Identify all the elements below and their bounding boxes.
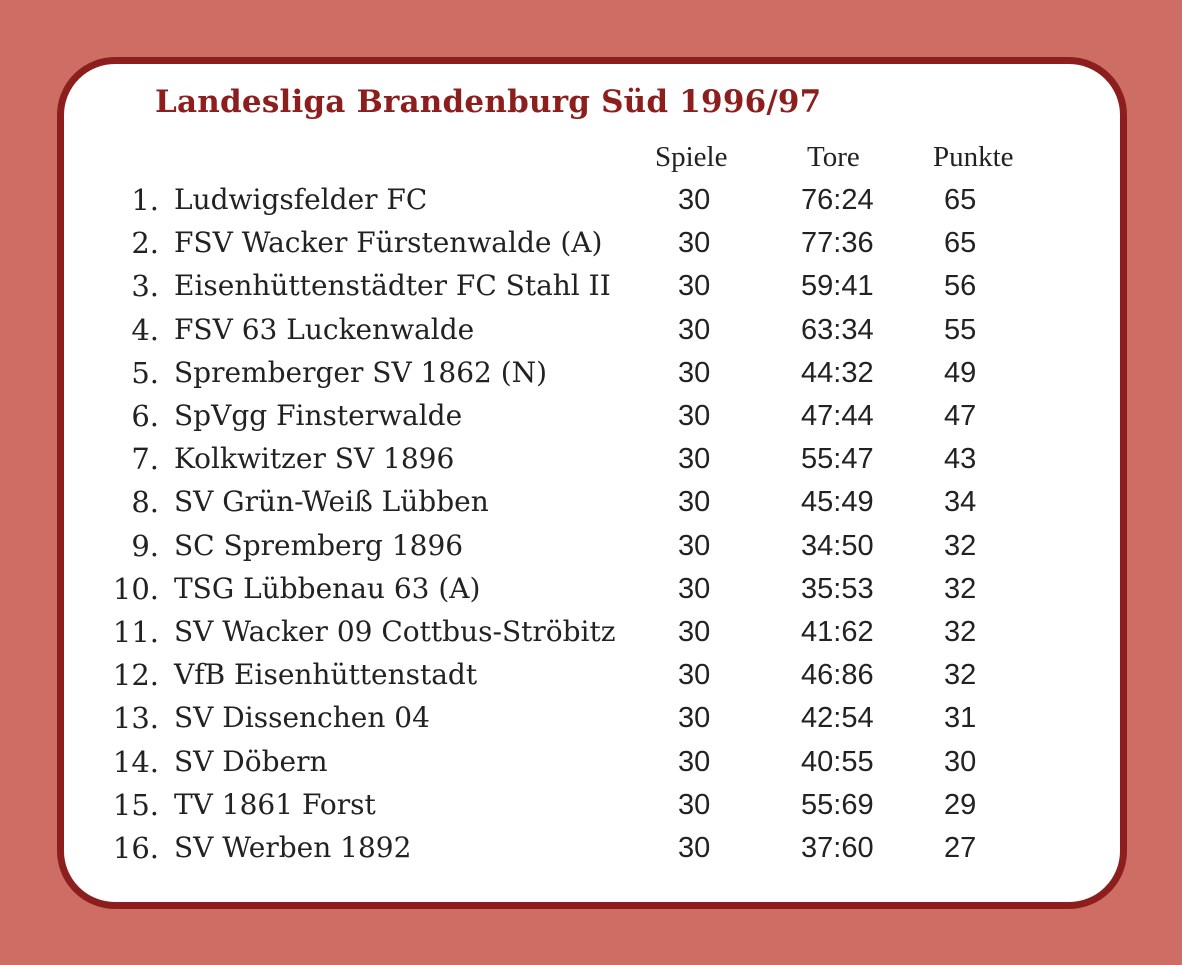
team-cell: Kolkwitzer SV 1896 bbox=[174, 442, 455, 476]
games-cell: 30 bbox=[678, 616, 711, 648]
rank-cell: 11. bbox=[112, 615, 159, 649]
table-row bbox=[0, 353, 1182, 393]
rank-cell: 14. bbox=[112, 744, 159, 779]
games-cell: 30 bbox=[678, 832, 711, 864]
team-cell: Eisenhüttenstädter FC Stahl II bbox=[174, 269, 611, 303]
goals-cell: 59:41 bbox=[801, 270, 874, 303]
page-title: Landesliga Brandenburg Süd 1996/97 bbox=[155, 84, 822, 120]
table-row bbox=[0, 526, 1182, 566]
games-cell: 30 bbox=[678, 227, 711, 260]
points-cell: 31 bbox=[944, 702, 977, 735]
rank-cell: 1. bbox=[131, 183, 159, 217]
games-cell: 30 bbox=[678, 486, 711, 519]
games-cell: 30 bbox=[678, 529, 711, 562]
points-cell: 49 bbox=[944, 356, 977, 389]
points-cell: 32 bbox=[944, 529, 977, 562]
table-row bbox=[0, 482, 1182, 522]
points-cell: 32 bbox=[944, 616, 977, 648]
games-cell: 30 bbox=[678, 788, 711, 821]
goals-cell: 34:50 bbox=[801, 529, 874, 562]
goals-cell: 77:36 bbox=[801, 227, 874, 260]
table-row bbox=[0, 785, 1182, 825]
goals-cell: 35:53 bbox=[801, 572, 874, 605]
column-header-punkte: Punkte bbox=[933, 141, 1014, 173]
table-row bbox=[0, 396, 1182, 436]
table-row bbox=[0, 310, 1182, 350]
games-cell: 30 bbox=[678, 443, 711, 476]
points-cell: 30 bbox=[944, 745, 977, 778]
goals-cell: 41:62 bbox=[801, 616, 874, 648]
rank-cell: 7. bbox=[131, 442, 159, 477]
goals-cell: 55:69 bbox=[801, 788, 874, 821]
team-cell: SV Dissenchen 04 bbox=[174, 701, 430, 735]
rank-cell: 5. bbox=[131, 355, 159, 390]
points-cell: 43 bbox=[944, 443, 977, 476]
rank-cell: 4. bbox=[131, 312, 159, 347]
team-cell: Ludwigsfelder FC bbox=[174, 183, 428, 216]
team-cell: TSG Lübbenau 63 (A) bbox=[174, 571, 481, 605]
team-cell: VfB Eisenhüttenstadt bbox=[174, 658, 478, 692]
points-cell: 34 bbox=[944, 486, 977, 519]
rank-cell: 9. bbox=[131, 528, 159, 563]
team-cell: SV Wacker 09 Cottbus-Ströbitz bbox=[174, 615, 616, 648]
team-cell: SV Döbern bbox=[174, 744, 328, 778]
points-cell: 65 bbox=[944, 184, 977, 216]
table-row bbox=[0, 612, 1182, 652]
team-cell: FSV Wacker Fürstenwalde (A) bbox=[174, 226, 603, 260]
points-cell: 65 bbox=[944, 227, 977, 260]
column-header-tore: Tore bbox=[807, 141, 860, 173]
goals-cell: 40:55 bbox=[801, 745, 874, 778]
team-cell: FSV 63 Luckenwalde bbox=[174, 312, 475, 346]
table-row bbox=[0, 655, 1182, 695]
table-row bbox=[0, 569, 1182, 609]
table-row bbox=[0, 266, 1182, 306]
games-cell: 30 bbox=[678, 400, 711, 432]
rank-cell: 13. bbox=[112, 701, 159, 736]
goals-cell: 63:34 bbox=[801, 313, 874, 346]
points-cell: 27 bbox=[944, 832, 977, 864]
column-header-spiele: Spiele bbox=[655, 141, 728, 173]
points-cell: 32 bbox=[944, 659, 977, 692]
games-cell: 30 bbox=[678, 270, 711, 303]
goals-cell: 42:54 bbox=[801, 702, 874, 735]
table-row bbox=[0, 698, 1182, 738]
team-cell: Spremberger SV 1862 (N) bbox=[174, 355, 548, 389]
team-cell: SV Werben 1892 bbox=[174, 831, 412, 864]
rank-cell: 6. bbox=[131, 399, 159, 433]
rank-cell: 15. bbox=[112, 787, 159, 822]
goals-cell: 47:44 bbox=[801, 400, 874, 432]
rank-cell: 16. bbox=[112, 831, 159, 865]
goals-cell: 76:24 bbox=[801, 184, 874, 216]
table-row bbox=[0, 439, 1182, 479]
rank-cell: 2. bbox=[131, 226, 159, 261]
goals-cell: 44:32 bbox=[801, 356, 874, 389]
points-cell: 47 bbox=[944, 400, 977, 432]
table-row bbox=[0, 180, 1182, 220]
games-cell: 30 bbox=[678, 702, 711, 735]
table-row bbox=[0, 742, 1182, 782]
team-cell: TV 1861 Forst bbox=[174, 787, 376, 821]
team-cell: SC Spremberg 1896 bbox=[174, 528, 464, 562]
goals-cell: 37:60 bbox=[801, 832, 874, 864]
points-cell: 32 bbox=[944, 572, 977, 605]
points-cell: 56 bbox=[944, 270, 977, 303]
table-row bbox=[0, 223, 1182, 263]
points-cell: 55 bbox=[944, 313, 977, 346]
team-cell: SpVgg Finsterwalde bbox=[174, 399, 463, 432]
games-cell: 30 bbox=[678, 313, 711, 346]
rank-cell: 8. bbox=[131, 485, 159, 520]
games-cell: 30 bbox=[678, 745, 711, 778]
games-cell: 30 bbox=[678, 659, 711, 692]
games-cell: 30 bbox=[678, 184, 711, 216]
table-row bbox=[0, 828, 1182, 868]
rank-cell: 3. bbox=[131, 269, 159, 304]
rank-cell: 12. bbox=[112, 658, 159, 693]
games-cell: 30 bbox=[678, 356, 711, 389]
goals-cell: 55:47 bbox=[801, 443, 874, 476]
points-cell: 29 bbox=[944, 788, 977, 821]
goals-cell: 45:49 bbox=[801, 486, 874, 519]
rank-cell: 10. bbox=[112, 571, 159, 606]
games-cell: 30 bbox=[678, 572, 711, 605]
goals-cell: 46:86 bbox=[801, 659, 874, 692]
team-cell: SV Grün-Weiß Lübben bbox=[174, 485, 489, 519]
